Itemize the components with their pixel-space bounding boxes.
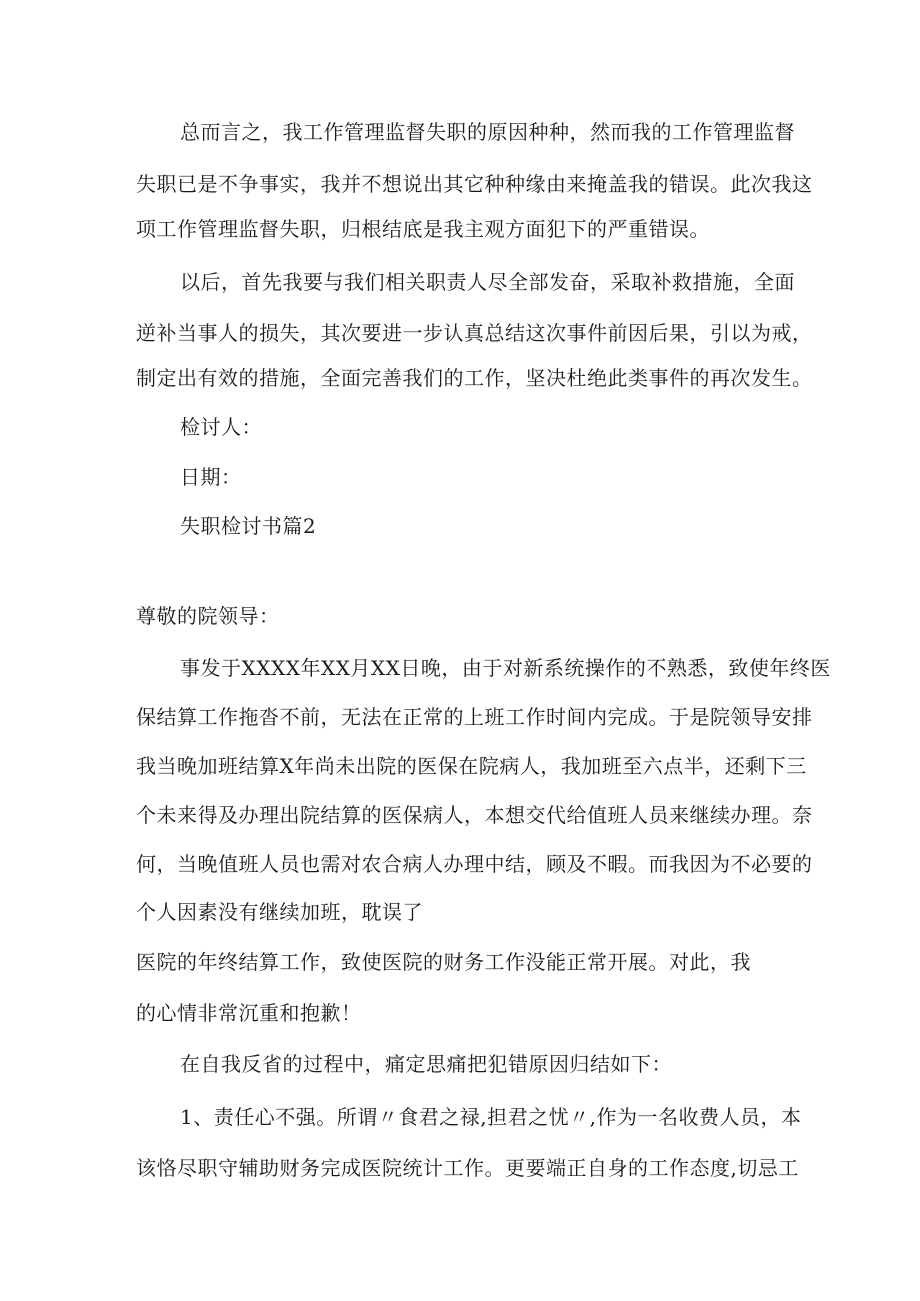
text-line: 何，当晚值班人员也需对农合病人办理中结，顾及不暇。而我因为不必要的: [136, 852, 813, 876]
text-line: 个未来得及办理出院结算的医保病人，本想交代给值班人员来继续办理。奈: [136, 803, 813, 827]
section-title: 失职检讨书篇2: [180, 514, 317, 538]
text-line: 事发于XXXX年XX月XX日晚，由于对新系统操作的不熟悉，致使年终医: [180, 656, 831, 680]
text-line: 制定出有效的措施，全面完善我们的工作，坚决杜绝此类事件的再次发生。: [136, 366, 813, 390]
text-line: 保结算工作拖沓不前，无法在正常的上班工作时间内完成。于是院领导安排: [136, 705, 813, 729]
text-line: 该恪尽职守辅助财务完成医院统计工作。更要端正自身的工作态度,切忌工: [136, 1156, 799, 1180]
text-line: 失职已是不争事实，我并不想说出其它种种缘由来掩盖我的错误。此次我这: [136, 172, 813, 196]
text-line: 的心情非常沉重和抱歉！: [136, 1001, 362, 1025]
text-line: 个人因素没有继续加班，耽误了: [136, 900, 423, 924]
text-line: 医院的年终结算工作，致使医院的财务工作没能正常开展。对此，我: [136, 950, 751, 974]
text-line: 我当晚加班结算X年尚未出院的医保在院病人，我加班至六点半，还剩下三: [136, 754, 807, 778]
text-line: 在自我反省的过程中，痛定思痛把犯错原因归结如下：: [180, 1052, 672, 1076]
text-line: 总而言之，我工作管理监督失职的原因种种，然而我的工作管理监督: [180, 120, 795, 144]
signer-label: 检讨人：: [180, 415, 262, 439]
text-line: 项工作管理监督失职，归根结底是我主观方面犯下的严重错误。: [136, 217, 710, 241]
text-line: 以后，首先我要与我们相关职责人尽全部发奋，采取补救措施，全面: [180, 270, 795, 294]
date-label: 日期：: [180, 465, 242, 489]
text-line: 1、责任心不强。所谓〃食君之禄,担君之忧〃,作为一名收费人员，本: [180, 1105, 802, 1129]
salutation: 尊敬的院领导：: [136, 604, 280, 628]
text-line: 逆补当事人的损失，其次要进一步认真总结这次事件前因后果，引以为戒，: [136, 321, 813, 345]
